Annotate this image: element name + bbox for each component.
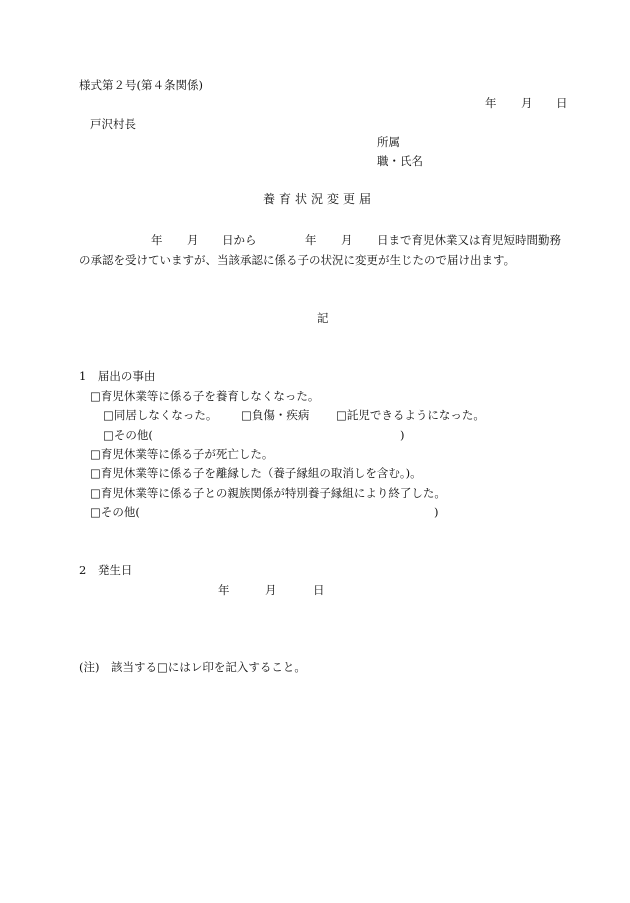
intro-line2: の承認を受けていますが、当該承認に係る子の状況に変更が生じたので届け出ます。 (79, 253, 516, 267)
reason-other-close: ) (434, 505, 439, 519)
reason-injury: □負傷・疾病 (241, 408, 310, 422)
date-day-label: 日 (556, 96, 568, 110)
title-name-label: 職・氏名 (377, 154, 423, 168)
reason-not-living: □同居しなくなった。 (103, 408, 218, 422)
section1-heading: 1 届出の事由 (79, 369, 156, 383)
reason-separated: □育児休業等に係る子を離縁した（養子縁組の取消しを含む。)。 (90, 466, 422, 480)
intro-day-from: 日から (222, 233, 257, 247)
reason-died: □育児休業等に係る子が死亡した。 (90, 447, 274, 461)
occurrence-month: 月 (265, 583, 277, 597)
affiliation-label: 所属 (377, 135, 400, 149)
reason-other: □その他( (90, 505, 140, 519)
section2-heading: 2 発生日 (79, 563, 133, 577)
reason-nursery: □託児できるようになった。 (336, 408, 485, 422)
intro-year1: 年 (151, 233, 163, 247)
intro-year2: 年 (305, 233, 317, 247)
reason-other-sub-close: ) (400, 428, 405, 442)
occurrence-day: 日 (313, 583, 325, 597)
addressee: 戸沢村長 (90, 117, 136, 131)
date-month-label: 月 (521, 96, 533, 110)
document-title: 養育状況変更届 (263, 192, 376, 206)
note: (注) 該当する□にはレ印を記入すること。 (79, 660, 306, 674)
intro-month1: 月 (187, 233, 199, 247)
reason-not-raising: □育児休業等に係る子を養育しなくなった。 (90, 389, 320, 403)
reason-ended: □育児休業等に係る子との親族関係が特別養子縁組により終了した。 (90, 486, 446, 500)
ki-heading: 記 (317, 311, 329, 325)
reason-other-sub: □その他( (103, 428, 153, 442)
date-year-label: 年 (485, 96, 497, 110)
intro-month2: 月 (341, 233, 353, 247)
intro-line1-rest: 日まで育児休業又は育児短時間勤務 (377, 233, 561, 247)
occurrence-year: 年 (218, 583, 230, 597)
form-number: 様式第２号(第４条関係) (79, 78, 203, 92)
